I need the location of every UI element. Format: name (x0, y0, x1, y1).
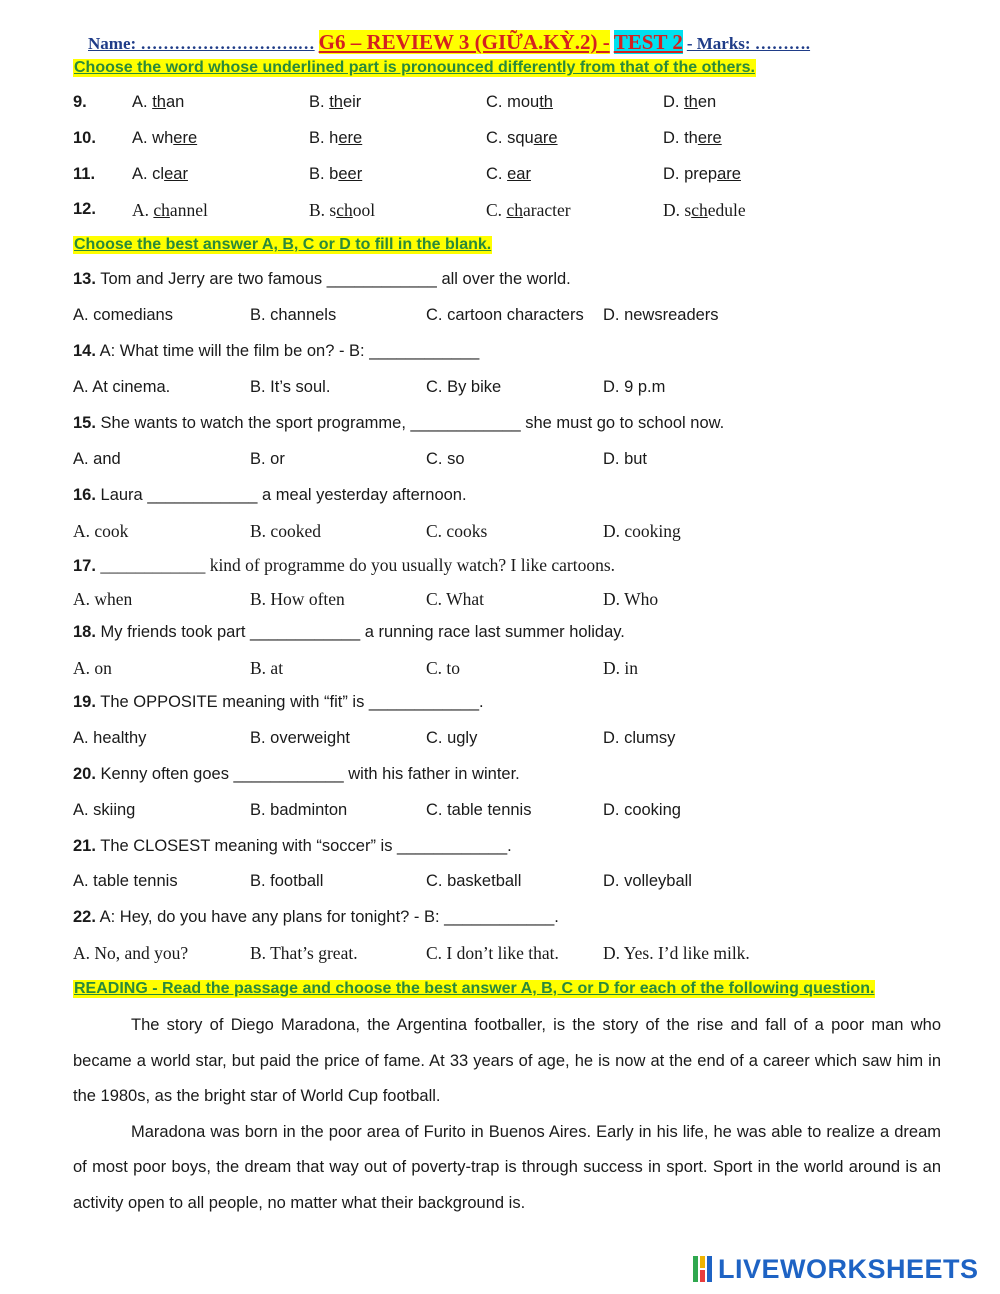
answer-row (0, 450, 1000, 474)
underlined-sound: eer (338, 165, 363, 183)
answer-option[interactable]: B. That’s great. (250, 943, 358, 963)
reading-passage (73, 1008, 941, 1221)
answer-option[interactable]: B. or (250, 450, 285, 468)
underlined-sound: ear (507, 165, 531, 183)
question-text: ____________ kind of programme do you usually watch? I like cartoons. (100, 555, 615, 575)
answer-option[interactable] (486, 200, 571, 221)
question-stem (73, 765, 520, 784)
answer-option[interactable]: C. I don’t like that. (426, 943, 559, 963)
answer-option[interactable] (663, 93, 716, 112)
section-instruction-fill-blank: Choose the best answer A, B, C or D to fill in the blank. (74, 236, 492, 253)
underlined-sound: th (152, 93, 166, 111)
answer-option[interactable]: A. cook (73, 521, 129, 541)
answer-option[interactable]: C. cooks (426, 521, 488, 541)
answer-option[interactable]: C. table tennis (426, 801, 532, 819)
answer-option[interactable]: D. Yes. I’d like milk. (603, 943, 750, 963)
option-text: A. cl (132, 165, 165, 183)
passage-paragraph: Maradona was born in the poor area of Furito in Buenos Aires. Early in his life, he was able to realize a dream of most poor boys, the dream that way out of poverty-trap is through success in sport. Sport in the world around is an activity open to all people, no matter what their background is. (73, 1122, 941, 1212)
underlined-sound: ch (336, 200, 353, 220)
answer-option[interactable]: C. cartoon characters (426, 306, 584, 324)
question-number: 21. (73, 837, 96, 855)
answer-option[interactable]: B. cooked (250, 521, 321, 541)
question-number: 20. (73, 765, 96, 783)
question-text: A: Hey, do you have any plans for tonight? - B: ____________. (99, 908, 559, 926)
answer-option[interactable] (132, 93, 184, 112)
answer-option[interactable]: A. No, and you? (73, 943, 189, 963)
option-text: ool (352, 200, 376, 220)
underlined-sound: ch (153, 200, 170, 220)
underlined-sound: are (717, 165, 741, 183)
answer-option[interactable]: A. At cinema. (73, 378, 171, 396)
question-text: My friends took part ____________ a running race last summer holiday. (100, 623, 625, 641)
option-text: A. (132, 93, 153, 111)
option-text: A. wh (132, 129, 174, 147)
question-row (0, 165, 1000, 189)
underlined-sound: ch (691, 200, 708, 220)
answer-option[interactable]: C. By bike (426, 378, 502, 396)
answer-option[interactable]: C. ugly (426, 729, 478, 747)
answer-option[interactable] (309, 200, 375, 221)
answer-option[interactable] (486, 93, 553, 112)
answer-option[interactable]: D. but (603, 450, 648, 468)
question-number: 22. (73, 908, 96, 926)
answer-option[interactable]: B. It’s soul. (250, 378, 331, 396)
option-text: C. mou (486, 93, 540, 111)
underlined-sound: ch (506, 200, 523, 220)
answer-row (0, 801, 1000, 825)
answer-row (0, 729, 1000, 753)
question-row (0, 93, 1000, 117)
marks-field: - Marks: ………. (686, 34, 811, 53)
answer-option[interactable]: A. and (73, 450, 121, 468)
underlined-sound: th (329, 93, 343, 111)
worksheet-header (88, 30, 810, 55)
liveworksheets-logo (692, 1252, 979, 1286)
answer-option[interactable]: C. basketball (426, 872, 522, 890)
question-text: Kenny often goes ____________ with his father in winter. (100, 765, 520, 783)
answer-option[interactable] (309, 129, 362, 148)
option-text: A. (132, 200, 154, 220)
answer-option[interactable] (663, 129, 722, 148)
question-number: 12. (73, 200, 96, 218)
answer-row (0, 378, 1000, 402)
question-row (0, 200, 1000, 224)
answer-option[interactable]: D. in (603, 658, 638, 678)
answer-option[interactable]: A. when (73, 589, 133, 609)
underlined-sound: ear (164, 165, 188, 183)
question-number: 9. (73, 93, 87, 111)
liveworksheets-logo-text: LIVEWORKSHEETS (718, 1253, 979, 1284)
underlined-sound: th (539, 93, 553, 111)
option-text: en (697, 93, 717, 111)
question-stem (73, 486, 467, 505)
question-number: 10. (73, 129, 96, 147)
option-text: B. (309, 93, 330, 111)
test-label: TEST 2 (613, 30, 683, 54)
question-stem (73, 270, 571, 289)
liveworksheets-logo-icon (692, 1254, 714, 1284)
underlined-sound: ere (173, 129, 198, 147)
answer-option[interactable]: D. volleyball (603, 872, 692, 890)
option-text: annel (169, 200, 208, 220)
question-text: A: What time will the film be on? - B: ____________ (99, 342, 480, 360)
passage-paragraph: The story of Diego Maradona, the Argentina footballer, is the story of the rise and fall of a poor man who became a world star, but paid the price of fame. At 33 years of age, he is now at the end of a career which saw him in the 1980s, as the bright star of World Cup football. (73, 1016, 941, 1105)
option-text: C. (486, 200, 507, 220)
question-number: 15. (73, 414, 96, 432)
question-text: Laura ____________ a meal yesterday afternoon. (100, 486, 467, 504)
option-text: C. squ (486, 129, 534, 147)
question-number: 16. (73, 486, 96, 504)
answer-row (0, 521, 1000, 545)
question-number: 19. (73, 693, 96, 711)
question-number: 11. (73, 165, 96, 183)
answer-option[interactable]: B. How often (250, 589, 345, 609)
answer-option[interactable]: C. so (426, 450, 465, 468)
answer-option[interactable] (663, 165, 741, 184)
answer-option[interactable]: D. 9 p.m (603, 378, 666, 396)
answer-option[interactable]: A. comedians (73, 306, 173, 324)
question-stem (73, 908, 559, 927)
answer-option[interactable]: A. healthy (73, 729, 147, 747)
answer-option[interactable] (132, 129, 197, 148)
answer-option[interactable]: D. Who (603, 589, 659, 609)
question-row (0, 129, 1000, 153)
answer-option[interactable] (309, 93, 361, 112)
answer-option[interactable]: B. badminton (250, 801, 348, 819)
question-number: 18. (73, 623, 96, 641)
answer-row (0, 306, 1000, 330)
underlined-sound: th (684, 93, 698, 111)
worksheet-title: G6 – REVIEW 3 (GIỮA.KỲ.2) - (318, 30, 610, 54)
option-text: C. (486, 165, 508, 183)
answer-option[interactable]: D. clumsy (603, 729, 676, 747)
answer-option[interactable]: B. football (250, 872, 324, 890)
question-number: 14. (73, 342, 96, 360)
answer-option[interactable]: D. cooking (603, 521, 681, 541)
question-stem (73, 342, 479, 361)
answer-option[interactable]: C. to (426, 658, 461, 678)
option-text: edule (707, 200, 746, 220)
answer-option[interactable]: D. cooking (603, 801, 681, 819)
option-text: B. h (309, 129, 339, 147)
answer-option[interactable]: B. at (250, 658, 284, 678)
underlined-sound: are (533, 129, 558, 147)
answer-row (0, 658, 1000, 682)
answer-row (0, 872, 1000, 896)
question-stem (73, 555, 615, 576)
section-instruction-pronunciation: Choose the word whose underlined part is pronounced differently from that of the others. (74, 59, 755, 76)
answer-row (0, 943, 1000, 967)
option-text: D. prep (663, 165, 718, 183)
question-stem (73, 837, 512, 856)
underlined-sound: ere (697, 129, 722, 147)
question-number: 13. (73, 270, 96, 288)
answer-option[interactable] (309, 165, 362, 184)
answer-option[interactable] (132, 200, 208, 221)
question-stem (73, 623, 625, 642)
question-text: The OPPOSITE meaning with “fit” is ____________. (100, 693, 484, 711)
option-text: D. (663, 93, 685, 111)
option-text: B. b (309, 165, 339, 183)
answer-option[interactable]: A. skiing (73, 801, 136, 819)
question-text: The CLOSEST meaning with “soccer” is ____________. (100, 837, 512, 855)
section-instruction-reading: READING - Read the passage and choose the best answer A, B, C or D for each of the following question. (74, 980, 875, 997)
answer-option[interactable]: B. channels (250, 306, 337, 324)
answer-option[interactable] (132, 165, 188, 184)
answer-row (0, 589, 1000, 613)
option-text: an (165, 93, 185, 111)
answer-option[interactable] (486, 129, 558, 148)
option-text: B. s (309, 200, 337, 220)
option-text: aracter (522, 200, 571, 220)
answer-option[interactable]: A. on (73, 658, 112, 678)
underlined-sound: ere (338, 129, 363, 147)
option-text: D. th (663, 129, 698, 147)
answer-option[interactable]: B. overweight (250, 729, 350, 747)
name-field[interactable]: Name: ……………………….… (88, 34, 315, 53)
answer-option[interactable]: D. newsreaders (603, 306, 719, 324)
option-text: D. s (663, 200, 692, 220)
option-text: eir (342, 93, 362, 111)
question-number: 17. (73, 557, 96, 575)
question-stem (73, 414, 724, 433)
question-text: Tom and Jerry are two famous ____________ all over the world. (100, 270, 571, 288)
answer-option[interactable]: C. What (426, 589, 485, 609)
answer-option[interactable] (663, 200, 746, 221)
answer-option[interactable]: A. table tennis (73, 872, 178, 890)
question-stem (73, 693, 484, 712)
question-text: She wants to watch the sport programme, ____________ she must go to school now. (100, 414, 725, 432)
answer-option[interactable] (486, 165, 531, 184)
